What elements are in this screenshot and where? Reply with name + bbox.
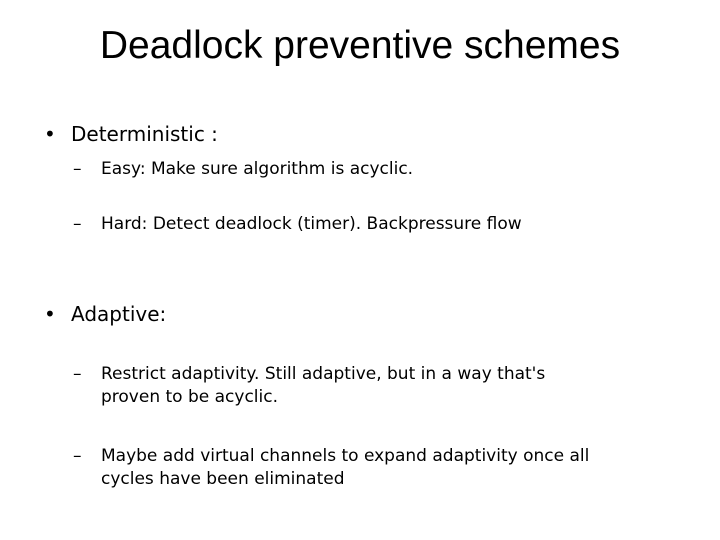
sub-item-line: Hard: Detect deadlock (timer). Backpressure flow (101, 214, 522, 234)
sub-item-virtual-channels (73, 445, 589, 491)
bullet-label: Adaptive: (71, 302, 167, 326)
sub-item-line: Easy: Make sure algorithm is acyclic. (101, 159, 414, 179)
sub-item-line: Restrict adaptivity. Still adaptive, but in a way that's (101, 364, 546, 384)
bullet-dot: • (44, 122, 56, 146)
bullet-adaptive (44, 301, 166, 327)
sub-item-hard (73, 213, 522, 236)
bullet-deterministic (44, 121, 218, 147)
sub-item-restrict (73, 363, 545, 409)
slide-title: Deadlock preventive schemes (99, 24, 621, 67)
sub-item-line: proven to be acyclic. (101, 387, 278, 407)
sub-item-line: cycles have been eliminated (101, 469, 345, 489)
sub-item-line: Maybe add virtual channels to expand adaptivity once all (101, 446, 590, 466)
dash-marker: – (73, 159, 82, 179)
dash-marker: – (73, 214, 82, 234)
dash-marker: – (73, 446, 82, 466)
sub-item-easy (73, 158, 413, 181)
bullet-dot: • (44, 302, 56, 326)
bullet-label: Deterministic : (71, 122, 218, 146)
dash-marker: – (73, 364, 82, 384)
